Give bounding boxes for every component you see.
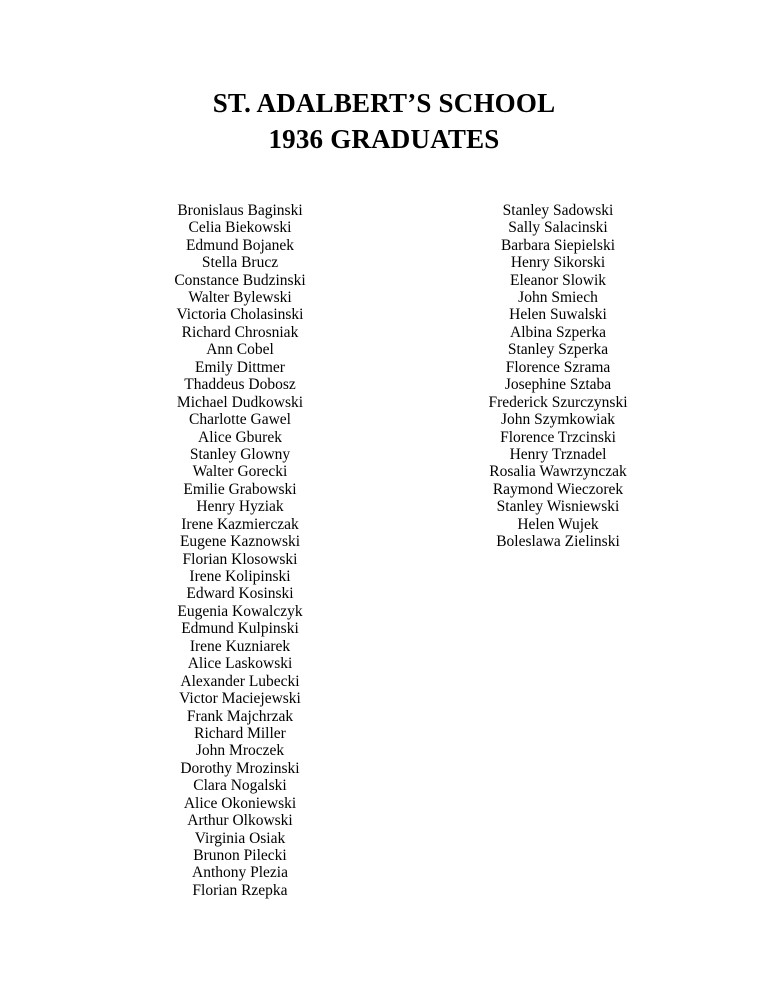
graduate-name: Emilie Grabowski [183,480,297,498]
graduate-name: Thaddeus Dobosz [184,376,296,394]
graduate-name: Henry Sikorski [510,254,606,272]
graduate-name: Irene Kazmierczak [181,515,299,533]
graduate-name: Victor Maciejewski [179,690,301,708]
graduate-name: Stanley Glowny [189,445,291,463]
graduate-name: Henry Hyziak [196,498,284,516]
graduate-name: Edward Kosinski [186,585,294,603]
graduates-columns [70,202,698,900]
graduate-name: John Smiech [518,289,598,306]
graduate-name: Henry Trznadel [509,445,607,463]
graduate-name: John Mroczek [195,742,285,760]
graduate-name: Alice Gburek [198,428,282,446]
graduate-name: Irene Kolipinski [189,568,291,585]
graduate-name: Dorothy Mrozinski [180,759,300,777]
graduate-name: Florian Rzepka [192,881,288,899]
graduate-name: Frank Majchrzak [186,707,294,725]
graduate-name: Edmund Bojanek [185,236,295,254]
graduate-name: Brunon Pilecki [193,847,287,864]
graduate-name: Rosalia Wawrzynczak [489,463,627,481]
graduates-column-left [70,202,384,900]
graduate-name: Helen Suwalski [509,306,607,324]
graduate-name: Stanley Wisniewski [496,498,620,516]
graduate-name: Barbara Siepielski [500,236,616,254]
graduate-name: Walter Gorecki [192,463,288,481]
graduate-name: Victoria Cholasinski [176,306,304,324]
graduate-name: Richard Chrosniak [181,323,299,341]
graduate-name: John Szymkowiak [500,411,616,429]
graduate-name: Stanley Sadowski [502,201,614,219]
graduate-name: Boleslawa Zielinski [496,533,620,551]
graduate-name: Walter Bylewski [188,289,292,306]
graduate-name: Michael Dudkowski [176,393,304,411]
graduate-name: Sally Salacinski [508,219,608,237]
graduate-name: Arthur Olkowski [187,812,293,830]
graduate-name: Emily Dittmer [195,358,285,376]
graduate-name: Clara Nogalski [193,777,287,795]
graduate-name: Albina Szperka [510,323,606,341]
graduate-name: Stella Brucz [201,254,279,272]
graduate-name: Bronislaus Baginski [177,201,303,219]
graduate-name: Raymond Wieczorek [492,480,624,498]
graduate-name: Irene Kuzniarek [189,637,291,655]
graduate-name: Alice Okoniewski [183,794,297,812]
graduate-name: Richard Miller [194,724,286,742]
graduate-name: Constance Budzinski [174,271,306,289]
page-title [70,86,698,158]
graduate-name: Virginia Osiak [194,829,286,847]
graduate-name: Helen Wujek [517,515,599,533]
graduate-name: Edmund Kulpinski [181,620,299,638]
graduate-name: Florian Klosowski [182,550,298,568]
graduate-name: Alexander Lubecki [180,672,300,690]
graduate-name: Alice Laskowski [187,655,293,673]
graduate-name: Josephine Sztaba [504,376,612,394]
graduate-name: Anthony Plezia [192,864,288,882]
graduate-name: Frederick Szurczynski [488,393,628,411]
graduates-column-right [384,202,698,900]
graduate-name: Charlotte Gawel [188,411,291,429]
graduate-name: Florence Szrama [505,358,611,376]
graduate-name: Eleanor Slowik [510,271,606,289]
graduate-name: Celia Biekowski [188,219,292,237]
graduate-name: Eugenia Kowalczyk [177,602,303,620]
graduate-name: Florence Trzcinski [500,428,616,446]
graduate-name: Eugene Kaznowski [179,533,301,551]
graduate-name: Stanley Szperka [507,341,609,359]
page-title-line-1: ST. ADALBERT’S SCHOOL [212,88,556,118]
page-title-line-2: 1936 GRADUATES [268,123,500,154]
graduate-name: Ann Cobel [206,341,274,359]
